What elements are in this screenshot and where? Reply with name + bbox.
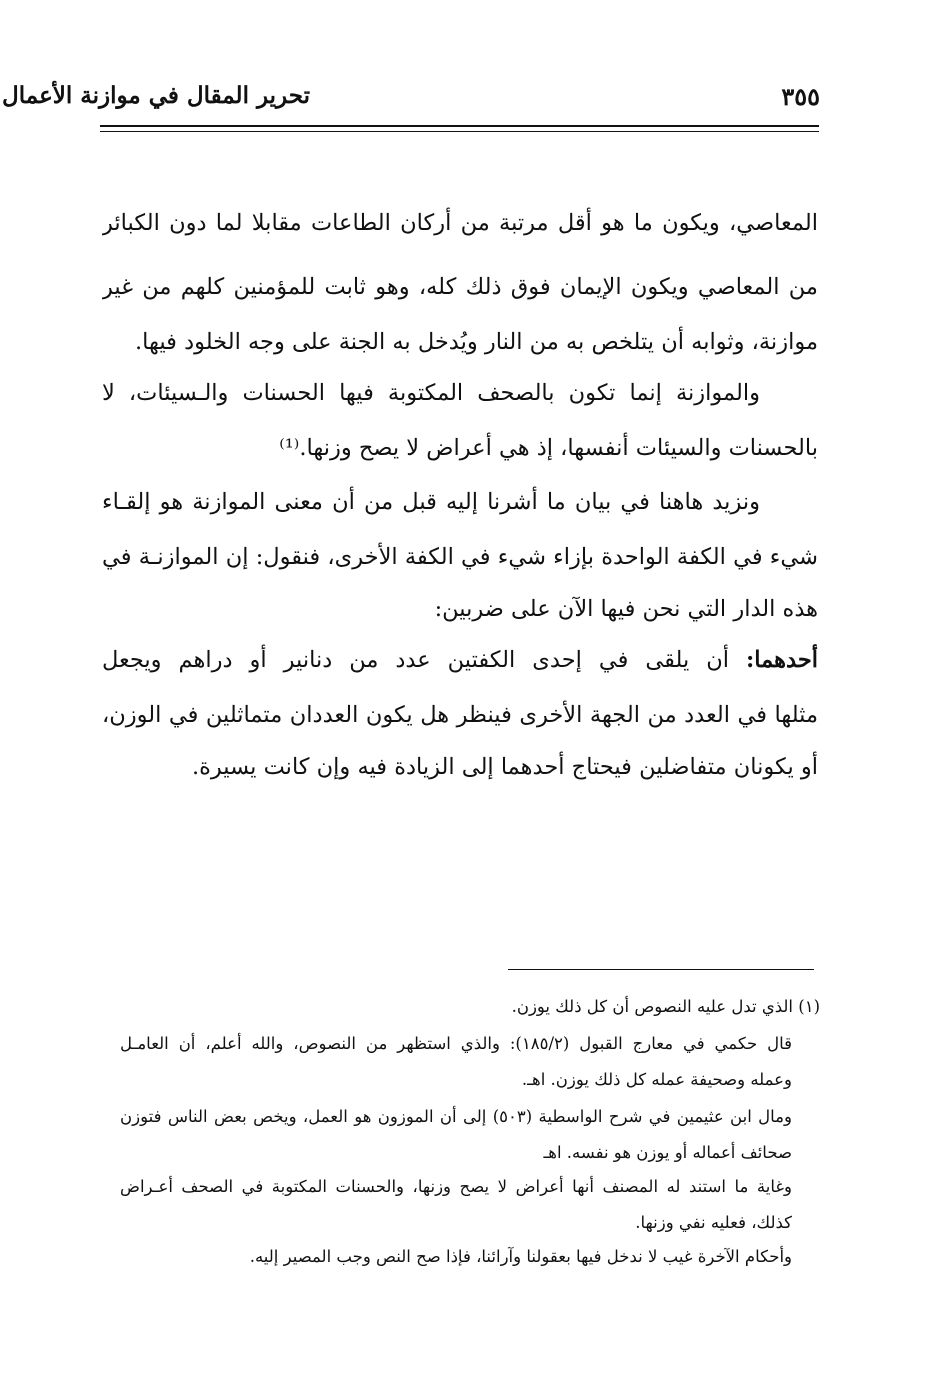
footnote-line: قال حكمي في معارج القبول (١٨٥/٢): والذي استظهر من النصوص، والله أعلم، أن العامـل <box>120 1034 792 1053</box>
text-line: من المعاصي ويكون الإيمان فوق ذلك كله، وهو ثابت للمؤمنين كلهم من غير <box>102 274 818 300</box>
footnote-line: كذلك، فعليه نفي وزنها. <box>635 1213 792 1232</box>
text-line: بالحسنات والسيئات أنفسها، إذ هي أعراض لا يصح وزنها.⁽¹⁾ <box>279 435 818 461</box>
text-line: والموازنة إنما تكون بالصحف المكتوبة فيها الحسنات والـسيئات، لا <box>102 380 760 406</box>
text-line: موازنة، وثوابه أن يتلخص به من النار ويُدخل به الجنة على وجه الخلود فيها. <box>135 329 818 355</box>
header-rule-thin <box>100 131 819 132</box>
footnote-line: وأحكام الآخرة غيب لا ندخل فيها بعقولنا وآرائنا، فإذا صح النص وجب المصير إليه. <box>249 1247 792 1266</box>
page-number: ٣٥٥ <box>781 82 820 111</box>
text-line: هذه الدار التي نحن فيها الآن على ضربين: <box>434 596 818 622</box>
footnote-line: صحائف أعماله أو يوزن هو نفسه. اهـ <box>543 1143 792 1162</box>
footnote-line: ومال ابن عثيمين في شرح الواسطية (٥٠٣) إلى أن الموزون هو العمل، ويخص بعض الناس فتوزن <box>120 1107 792 1126</box>
footnote-separator <box>508 969 814 970</box>
text-line-first-type <box>102 637 818 683</box>
footnote-line: وعمله وصحيفة عمله كل ذلك يوزن. اهـ. <box>521 1070 792 1089</box>
page-header <box>2 82 820 126</box>
first-type-text: أن يلقى في إحدى الكفتين عدد من دنانير أو دراهم ويجعل <box>102 647 729 673</box>
footnote-line: وغاية ما استند له المصنف أنها أعراض لا يصح وزنها، والحسنات المكتوبة في الصحف أعـراض <box>120 1177 792 1196</box>
text-line: أو يكونان متفاضلين فيحتاج أحدهما إلى الزيادة فيه وإن كانت يسيرة. <box>191 754 818 780</box>
footnote-line: (١) الذي تدل عليه النصوص أن كل ذلك يوزن. <box>511 997 820 1016</box>
header-rule <box>100 125 819 127</box>
first-type-label: أحدهما: <box>745 647 818 673</box>
text-line: مثلها في العدد من الجهة الأخرى فينظر هل يكون العددان متماثلين في الوزن، <box>102 702 818 728</box>
running-title: تحرير المقال في موازنة الأعمال <box>2 82 310 109</box>
text-line: ونزيد هاهنا في بيان ما أشرنا إليه قبل من أن معنى الموازنة هو إلقـاء <box>102 489 760 515</box>
text-line: شيء في الكفة الواحدة بإزاء شيء في الكفة الأخرى، فنقول: إن الموازنـة في <box>102 544 818 570</box>
text-line: المعاصي، ويكون ما هو أقل مرتبة من أركان الطاعات مقابلا لما دون الكبائر <box>102 210 818 236</box>
